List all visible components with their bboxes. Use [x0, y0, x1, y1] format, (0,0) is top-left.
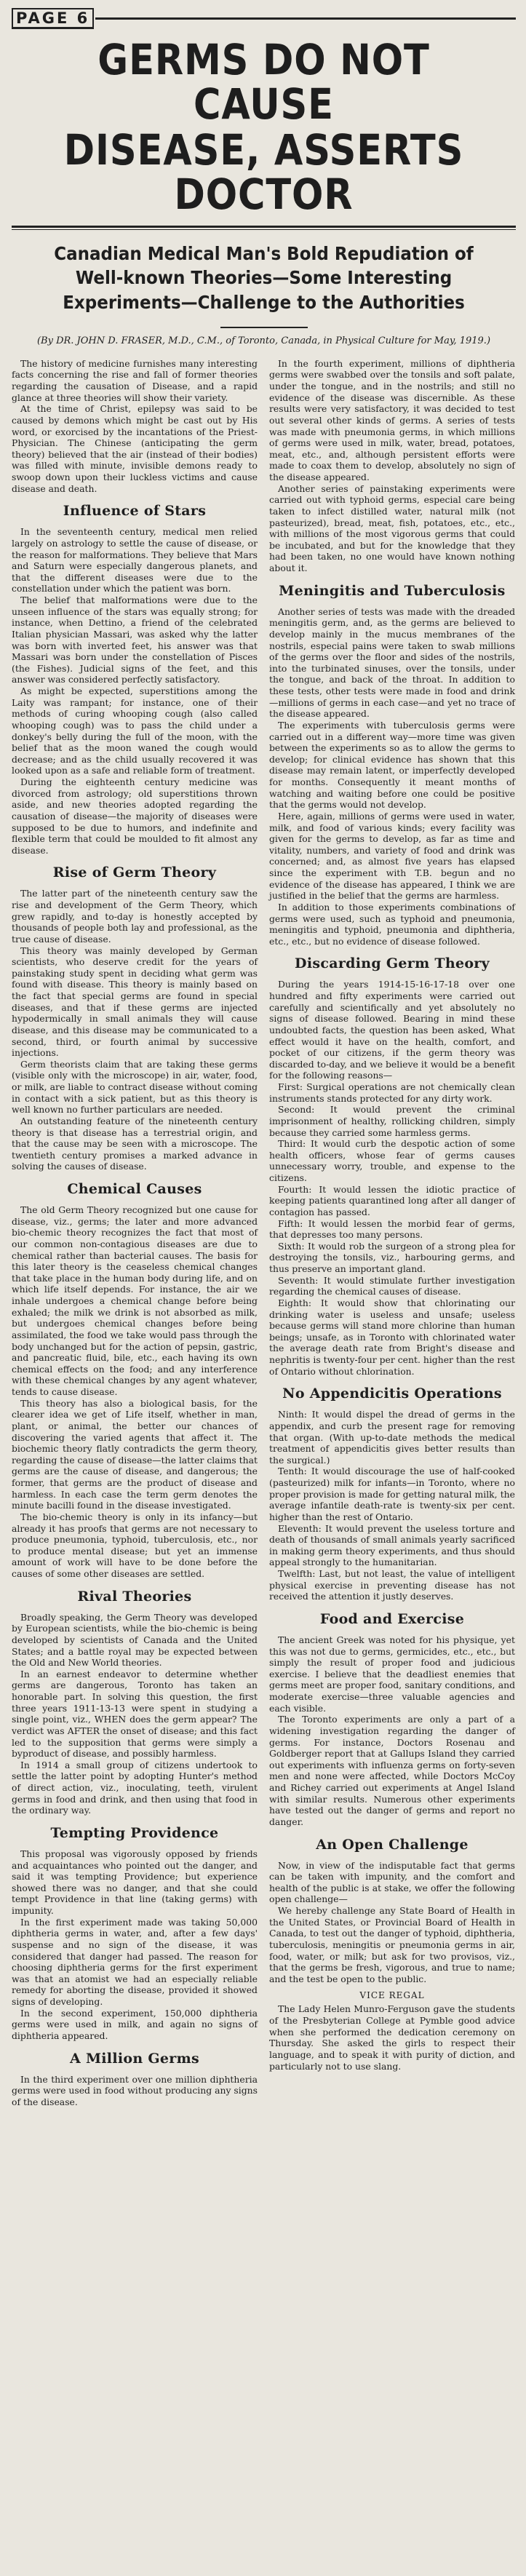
header-rule — [95, 17, 516, 20]
article-paragraph: The experiments with tuberculosis germs were carried out in a different way—more time was given between the experiments so as to allow the germs to develop; for clinical evidence has shown that this disease may remain latent, or imperfectly developed for months. Consequently it meant months of watching and waiting before one could be positive that the germs would not develop. — [269, 719, 515, 811]
headline-line-1: GERMS DO NOT CAUSE — [97, 35, 430, 129]
article-paragraph: Seventh: It would stimulate further investigation regarding the chemical causes of disease. — [269, 1274, 515, 1297]
page-number: PAGE 6 — [12, 8, 94, 29]
article-paragraph: Broadly speaking, the Germ Theory was developed by European scientists, while the bio-chemic is being developed by scientists of Canada and the United States; and a battle royal may be expected between the Old and New World theories. — [12, 1611, 258, 1669]
article-paragraph: Tenth: It would discourage the use of half-cooked (pasteurized) milk for infants—in Toronto, where no proper provision is made for getting natural milk, the average infantile death-rate is twenty-six per cent. higher than the rest of Ontario. — [269, 1466, 515, 1522]
headline-rule — [12, 226, 516, 230]
section-heading: Discarding Germ Theory — [295, 955, 490, 972]
section-separator: VICE REGAL — [359, 1990, 425, 2001]
article-paragraph: Now, in view of the indisputable fact that germs can be taken with impunity, and the comfort and health of the public is at stake, we offer the following open challenge— — [269, 1859, 515, 1905]
article-paragraph: The Lady Helen Munro-Ferguson gave the students of the Presbyterian College at Pymble good advice when she performed the dedication ceremony on Thursday. She asked the girls to respect their language, and to speak it with purity of diction, and particularly not to use slang. — [269, 2003, 515, 2072]
article-paragraph: During the years 1914-15-16-17-18 over one hundred and fifty experiments were carried out carefully and scientifically and yet absolutely no signs of disease followed. Bearing in mind these undoubted facts, the question has been asked, What effect would it have on the health, comfort, and pocket of our citizens, if the germ theory was discarded to-day, and we believe it would be a benefit for the following reasons— — [269, 979, 515, 1081]
section-heading: Rival Theories — [77, 1588, 192, 1605]
byline-close: ) — [486, 335, 491, 346]
article-paragraph: Eleventh: It would prevent the useless torture and death of thousands of small animals yearly sacrificed in making germ theory experiments, and thus should appeal strongly to the humanitarian. — [269, 1522, 515, 1568]
article-columns — [12, 358, 516, 2108]
article-paragraph: Another series of painstaking experiments were carried out with typhoid germs, especial care being taken to infect distilled water, natural milk (not pasteurized), bread, meat, fish, potatoes, etc., etc., with millions of the most vigorous germs that could be incubated, and but for the knowledge that they had been taken, no one would have known nothing about it. — [269, 482, 515, 574]
article-paragraph: The belief that malformations were due to the unseen influence of the stars was equally strong; for instance, when Dettino, a friend of the celebrated Italian physician Massari, was asked why the latter was born with inverted feet, his answer was that Massari was born under the constellation of Pisces (the Fishes). Judicial signs of the feet, and this answer was considered perfectly satisfactory. — [12, 595, 258, 685]
section-heading: An Open Challenge — [316, 1836, 469, 1853]
article-paragraph: In the first experiment made was taking 50,000 diphtheria germs in water, and, after a few days' suspense and no sign of the disease, it was considered that danger had passed. The reason for choosing diphtheria germs for the first experiment was that an atomist we had an especially reliable remedy for aborting the disease, provided it showed signs of developing. — [12, 1916, 258, 2008]
byline-open: ( — [36, 335, 41, 346]
section-heading: Rise of Germ Theory — [52, 864, 217, 881]
article-paragraph: In addition to those experiments combinations of germs were used, such as typhoid and pneumonia, meningitis and typhoid, pneumonia and diphtheria, etc., etc., but no evidence of disease followed. — [269, 901, 515, 947]
article-paragraph: Fourth: It would lessen the idiotic practice of keeping patients quarantined long after all danger of contagion has passed. — [269, 1183, 515, 1217]
deck-rule — [220, 327, 308, 328]
article-paragraph: The bio-chemic theory is only in its infancy—but already it has proofs that germs are not necessary to produce pneumonia, typhoid, tuberculosis, etc., nor to produce mental disease; but yet an immense amount of work will have to be done before the causes of some other diseases are settled. — [12, 1511, 258, 1580]
article-paragraph: Here, again, millions of germs were used in water, milk, and food of various kinds; every facility was given for the germs to develop, as far as time and vitality, numbers, and variety of food and drink was concerned; and, as almost five years has elapsed since the experiment with T.B. begun and no evidence of the disease has appeared, I think we are justified in the belief that the germs are harmless. — [269, 810, 515, 902]
section-heading: Food and Exercise — [319, 1610, 465, 1627]
byline-text: By DR. JOHN D. FRASER, M.D., C.M., of Toronto, Canada, in Physical Culture for May, 1919. — [41, 335, 487, 346]
article-paragraph: This theory has also a biological basis, for the clearer idea we get of Life itself, whether in man, plant, or animal, the better our chances of discovering the varied agents that affect it. The biochemic theory flatly contradicts the germ theory, regarding the cause of disease—the latter claims that germs are the cause of disease, and dangerous; the former, that germs are the product of disease and harmless. In each case the term germ denotes the minute bacilli found in the disease investigated. — [12, 1397, 258, 1511]
article-paragraph: The Toronto experiments are only a part of a widening investigation regarding the danger of germs. For instance, Doctors Rosenau and Goldberger report that at Gallups Island they carried out experiments with influenza germs on forty-seven men and none were affected, while Doctors McCoy and Richey carried out experiments at Angel Island with similar results. Numerous other experiments have tested out the danger of germs and report no danger. — [269, 1714, 515, 1827]
article-paragraph: We hereby challenge any State Board of Health in the United States, or Provincial Board of Health in Canada, to test out the danger of typhoid, diphtheria, tuberculosis, meningitis or pneumonia germs in air, food, water, or milk; but ask for two provisos, viz., that the germs be fresh, vigorous, and true to name; and the test be open to the public. — [269, 1905, 515, 1984]
article-paragraph: Second: It would prevent the criminal imprisonment of healthy, rollicking children, simply because they carried some harmless germs. — [269, 1104, 515, 1138]
article-column-left — [12, 358, 258, 2108]
article-paragraph: Third: It would curb the despotic action of some health officers, whose fear of germs causes unnecessary worry, trouble, and expense to the citizens. — [269, 1138, 515, 1184]
article-paragraph: This proposal was vigorously opposed by friends and acquaintances who pointed out the danger, and said it was tempting Providence; but experience showed there was no danger, and that she could tempt Providence in that line (taking germs) with impunity. — [12, 1848, 258, 1917]
article-paragraph: The history of medicine furnishes many interesting facts concerning the rise and fall of former theories regarding the causation of Disease, and a rapid glance at three theories will show their variety. — [12, 357, 258, 403]
article-paragraph: In the fourth experiment, millions of diphtheria germs were swabbed over the tonsils and soft palate, under the tongue, and in the nostrils; and still no evidence of the disease was discernible. As these results were very satisfactory, it was decided to test out several other kinds of germs. A series of tests was made with pneumonia germs, in which millions of germs were used in milk, water, bread, potatoes, meat, etc., and, although persistent efforts were made to coax them to develop, absolutely no sign of the disease appeared. — [269, 357, 515, 483]
section-heading: A Million Germs — [70, 2050, 199, 2067]
section-heading: Tempting Providence — [50, 1824, 219, 1841]
article-paragraph: In 1914 a small group of citizens undertook to settle the latter point by adopting Hunter's method of direct action, viz., inoculating, teeth, virulent germs in food and drink, and then using that food in the ordinary way. — [12, 1759, 258, 1816]
subheadline-deck: Canadian Medical Man's Bold Repudiation of Well-known Theories—Some Interesting Experiments—Challenge to the Authorities — [54, 242, 474, 314]
section-heading: Chemical Causes — [67, 1181, 202, 1198]
article-paragraph: The ancient Greek was noted for his physique, yet this was not due to germs, germicides, etc., etc., but simply the result of proper food and judicious exercise. I believe that the deadliest enemies that germs meet are proper food, sanitary conditions, and moderate exercise—three valuable agencies and each visible. — [269, 1634, 515, 1714]
article-paragraph: Twelfth: Last, but not least, the value of intelligent physical exercise in preventing disease has not received the attention it justly deserves. — [269, 1568, 515, 1602]
headline-line-2: DISEASE, ASSERTS DOCTOR — [63, 124, 464, 219]
article-paragraph: The latter part of the nineteenth century saw the rise and development of the Germ Theory, which grew rapidly, and to-day is honestly accepted by thousands of people both lay and professional, as the true cause of disease. — [12, 888, 258, 945]
article-paragraph: This theory was mainly developed by German scientists, who deserve credit for the years of painstaking study spent in deciding what germ was found with disease. This theory is mainly based on the fact that special germs are found in special diseases, and that if these germs are injected hypodermically in small animals they will cause disease, and this disease may be communicated to a second, third, or fourth animal by successive injections. — [12, 945, 258, 1059]
article-paragraph: In the seventeenth century, medical men relied largely on astrology to settle the cause of disease, or the reason for malformations. They believe that Mars and Saturn were especially dangerous planets, and that the different diseases were due to the constellation under which the patient was born. — [12, 526, 258, 595]
article-paragraph: Sixth: It would rob the surgeon of a strong plea for destroying the tonsils, viz., harbouring germs, and thus preserve an important gland. — [269, 1240, 515, 1275]
section-heading: Influence of Stars — [63, 503, 207, 520]
article-paragraph: At the time of Christ, epilepsy was said to be caused by demons which might be cast out by His word, or exorcised by the incantations of the Priest-Physician. The Chinese (anticipating the germ theory) believed that the air (instead of their bodies) was filled with minute, invisible demons ready to swoop down upon their luckless victims and cause disease and death. — [12, 403, 258, 494]
article-paragraph: First: Surgical operations are not chemically clean instruments stands protected for any dirty work. — [269, 1081, 515, 1104]
page-header — [12, 6, 516, 31]
article-paragraph: Ninth: It would dispel the dread of germs in the appendix, and curb the present rage for removing that organ. (With up-to-date methods the medical treatment of appendicitis gives better results than the surgical.) — [269, 1409, 515, 1466]
section-heading: No Appendicitis Operations — [282, 1386, 502, 1402]
article-paragraph: An outstanding feature of the nineteenth century theory is that disease has a terrestrial origin, and that the cause may be seen with a microscope. The twentieth century promises a marked advance in solving the causes of disease. — [12, 1115, 258, 1172]
article-column-right — [269, 358, 515, 2108]
article-paragraph: During the eighteenth century medicine was divorced from astrology; old superstitions thrown aside, and new theories adopted regarding the causation of disease—the majority of diseases were supposed to be due to humors, and indefinite and flexible term that could be moulded to fit almost any disease. — [12, 776, 258, 856]
article-paragraph: Germ theorists claim that are taking these germs (visible only with the microscope) in air, water, food, or milk, are liable to contract disease without coming in contact with a sick patient, but as this theory is well known no further particulars are needed. — [12, 1058, 258, 1116]
article-paragraph: Eighth: It would show that chlorinating our drinking water is useless and unsafe; useless because germs will stand more chlorine than human beings; unsafe, as in Toronto with chlorinated water the average death rate from Bright's disease and nephritis is twenty-four per cent. higher than the rest of Ontario without chlorination. — [269, 1297, 515, 1377]
article-paragraph: In the third experiment over one million diphtheria germs were used in food without producing any signs of the disease. — [12, 2073, 258, 2107]
article-paragraph: In an earnest endeavor to determine whether germs are dangerous, Toronto has taken an honorable part. In solving this question, the first three years 1911-13-13 were spent in studying a single point, viz., WHEN does the germ appear? The verdict was AFTER the onset of disease; and this fact led to the supposition that germs were simply a byproduct of disease, and possibly harmless. — [12, 1668, 258, 1760]
article-paragraph: The old Germ Theory recognized but one cause for disease, viz., germs; the later and more advanced bio-chemic theory recognizes the fact that most of our common non-contagious diseases are due to chemical rather than bacterial causes. The basis for this later theory is the ceaseless chemical changes that take place in the human body during life, and on which life itself depends. For instance, the air we inhale undergoes a chemical change before being exhaled; the milk we drink is not absorbed as milk, but undergoes chemical changes before being assimilated, the food we take would pass through the body unchanged but for the action of pepsin, gastric, and pancreatic fluid, bile, etc., each having its own chemical effects on the food; and any interference with these chemical changes by any agent whatever, tends to cause disease. — [12, 1204, 258, 1398]
byline — [12, 335, 516, 346]
article-paragraph: In the second experiment, 150,000 diphtheria germs were used in milk, and again no signs of diphtheria appeared. — [12, 2007, 258, 2041]
section-heading: Meningitis and Tuberculosis — [279, 582, 506, 599]
article-paragraph: Fifth: It would lessen the morbid fear of germs, that depresses too many persons. — [269, 1217, 515, 1241]
article-paragraph: As might be expected, superstitions among the Laity was rampant; for instance, one of their methods of curing whooping cough (also called whooping cough) was to pass the child under a donkey's belly during the full of the moon, with the belief that as the moon waned the cough would decrease; and as the child usually recovered it was looked upon as a safe and reliable form of treatment. — [12, 685, 258, 776]
article-paragraph: Another series of tests was made with the dreaded meningitis germ, and, as the germs are believed to develop mainly in the mucus membranes of the nostrils, especial pains were taken to swab millions of the germs over the floor and sides of the nostrils, into the turbinated sinuses, over the tonsils, under the tongue, and back of the throat. In addition to these tests, other tests were made in food and drink—millions of germs in each case—and yet no trace of the disease appeared. — [269, 605, 515, 720]
